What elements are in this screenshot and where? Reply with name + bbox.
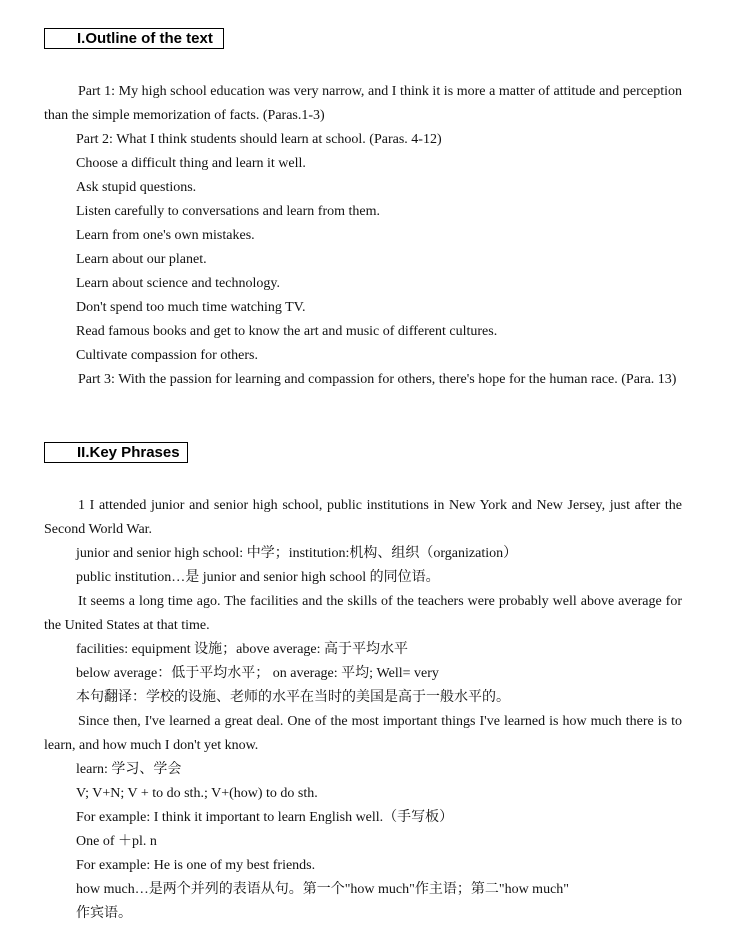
outline-part-2: Part 2: What I think students should learn at school. (Paras. 4-12) [76, 132, 442, 147]
outline-part-1: Part 1: My high school education was very narrow, and I think it is more a matter of attitude and perception than the simple memorization of facts. (Paras.1-3) [44, 84, 682, 123]
outline-item: Ask stupid questions. [76, 180, 197, 195]
example-note: For example: He is one of my best friends. [76, 858, 316, 873]
translation-note: 本句翻译：学校的设施、老师的水平在当时的美国是高于一般水平的。 [76, 690, 510, 705]
outline-item: Listen carefully to conversations and learn from them. [76, 204, 381, 219]
outline-item: Learn about science and technology. [76, 276, 280, 291]
phrase-note: below average：低于平均水平； on average: 平均; Well= very [76, 666, 439, 681]
phrase-note: junior and senior high school: 中学；institution:机构、组织（organization） [76, 546, 518, 561]
example-note: For example: I think it important to learn English well.（手写板） [76, 810, 454, 825]
outline-item: Choose a difficult thing and learn it well. [76, 156, 306, 171]
key-phrases-section [44, 494, 682, 926]
phrase-note: V; V+N; V + to do sth.; V+(how) to do sth. [76, 786, 318, 801]
outline-part-3: Part 3: With the passion for learning and compassion for others, there's hope for the human race. (Para. 13) [78, 372, 677, 387]
phrase-note: learn: 学习、学会 [76, 762, 182, 777]
phrase-note: facilities: equipment 设施；above average: 高于平均水平 [76, 642, 409, 657]
grammar-note: 作宾语。 [76, 906, 132, 921]
outline-item: Read famous books and get to know the art and music of different cultures. [76, 324, 498, 339]
phrase-note: public institution…是 junior and senior high school 的同位语。 [76, 570, 440, 585]
key-sentence-1: 1 I attended junior and senior high school, public institutions in New York and New Jersey, just after the Second World War. [44, 498, 682, 537]
outline-section [44, 80, 682, 392]
key-sentence-3: Since then, I've learned a great deal. One of the most important things I've learned is how much there is to learn, and how much I don't yet know. [44, 714, 682, 753]
key-sentence-2: It seems a long time ago. The facilities and the skills of the teachers were probably well above average for the United States at that time. [44, 594, 682, 633]
key-phrases-heading: II.Key Phrases [44, 442, 188, 463]
outline-item: Learn about our planet. [76, 252, 207, 267]
outline-item: Don't spend too much time watching TV. [76, 300, 306, 315]
phrase-note: One of ＋pl. n [76, 834, 157, 849]
outline-item: Cultivate compassion for others. [76, 348, 258, 363]
grammar-note: how much…是两个并列的表语从句。第一个"how much"作主语；第二"how much" [76, 882, 569, 897]
outline-heading: I.Outline of the text [44, 28, 224, 49]
outline-item: Learn from one's own mistakes. [76, 228, 255, 243]
